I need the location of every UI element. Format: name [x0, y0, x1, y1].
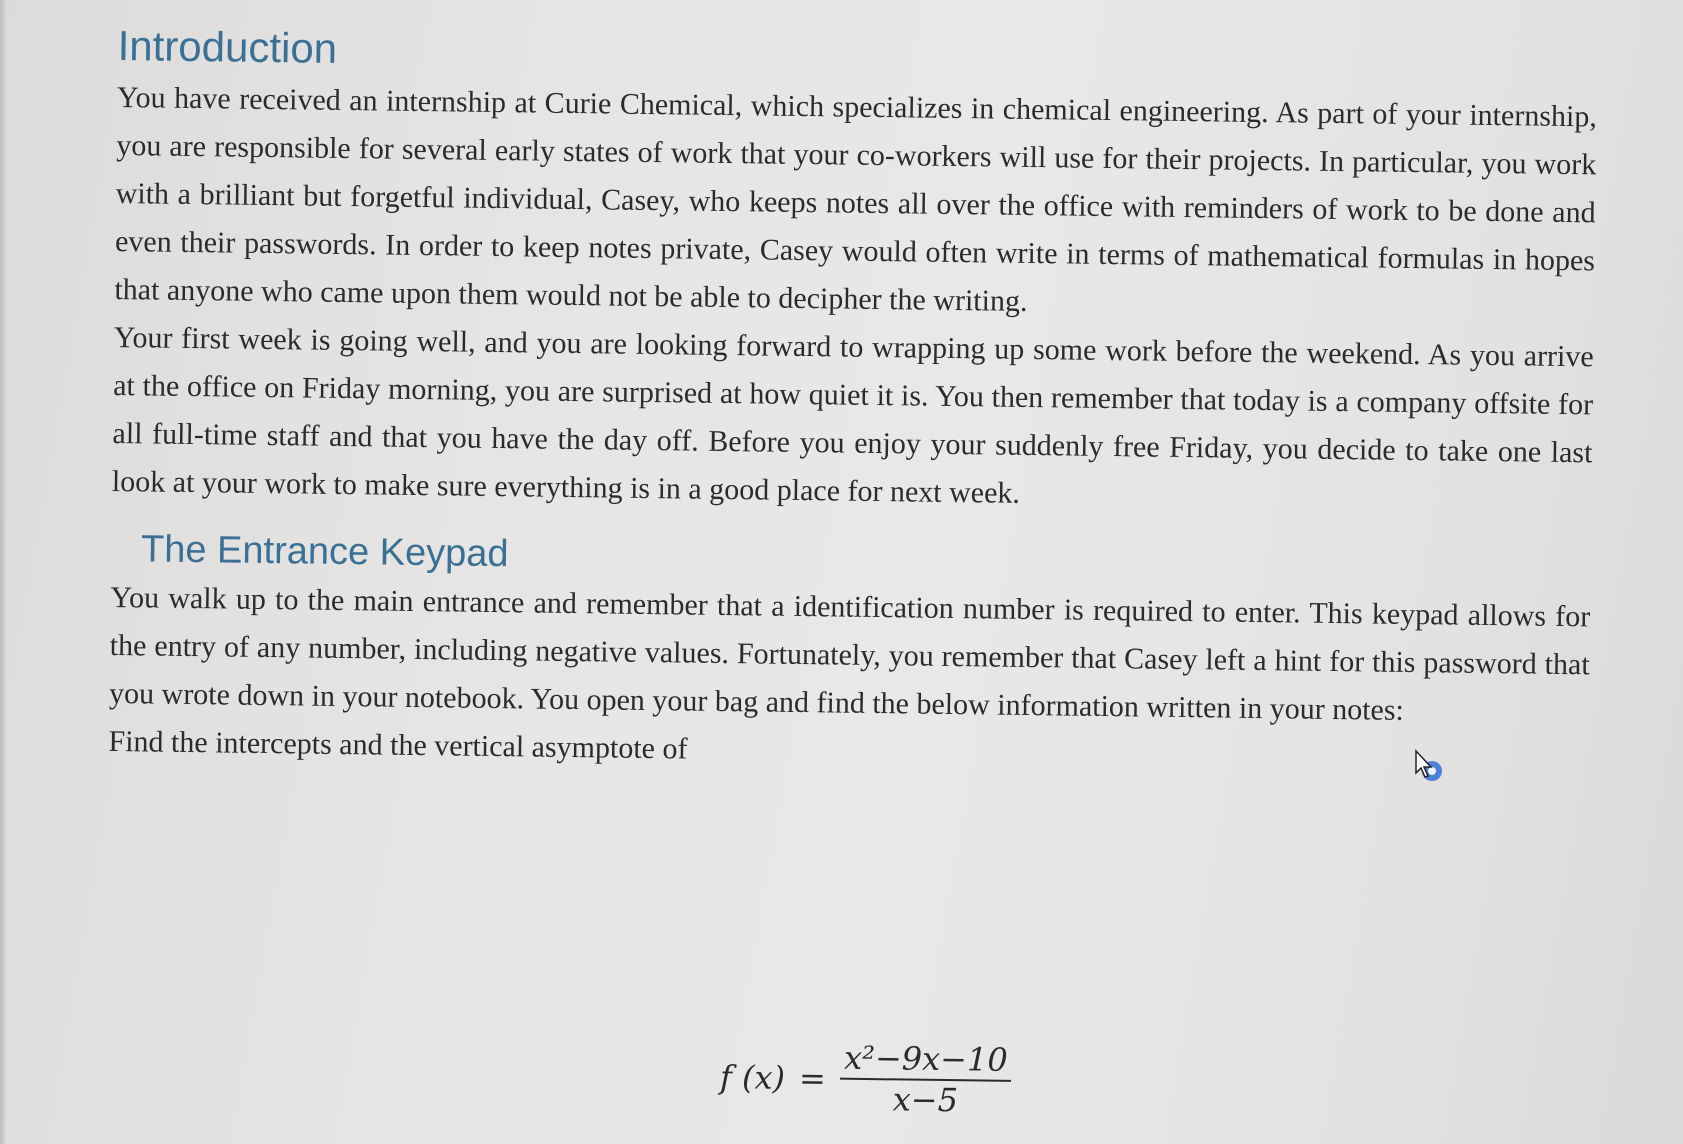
intro-paragraph-1: You have received an internship at Curie Chemical, which specializes in chemical engineering. As part of your internship, you are responsible for several early states of work that your co-workers will use for their projects. In particular, you work with a brilliant but forgetful individual, Casey, who keeps notes all over the office with reminders of work to be done and even their passwords. In order to keep notes private, Casey would often write in terms of mathematical formulas in hopes that anyone who came upon them would not be able to decipher the writing. [114, 80, 1598, 318]
section-paragraph: You walk up to the main entrance and remember that a identification number is required to enter. This keypad allows for the entry of any number, including negative values. Fortunately, you remember that Casey left a hint for this password that you wrote down in your notebook. You open your bag and find the below information written in your notes: [108, 580, 1591, 727]
page-title: Introduction [117, 21, 338, 72]
formula-equals: = [798, 1059, 827, 1098]
task-text: Find the intercepts and the vertical asymptote of [108, 724, 688, 766]
function-formula [720, 1038, 1012, 1120]
mouse-pointer-icon [1412, 749, 1448, 785]
formula-denominator: x−5 [892, 1080, 959, 1120]
formula-lhs: f (x) [719, 1058, 786, 1097]
formula-numerator: x²−9x−10 [840, 1040, 1012, 1082]
formula-fraction [839, 1040, 1012, 1120]
document-body [108, 18, 1618, 786]
intro-paragraph-2: Your first week is going well, and you are looking forward to wrapping up some work before the weekend. As you arrive at the office on Friday morning, you are surprised at how quiet it is. You then remember that today is a company offsite for all full-time staff and that you have the day off. Before you enjoy your suddenly free Friday, you decide to take one last look at your work to make sure everything is in a good place for next week. [111, 320, 1594, 510]
section-title: The Entrance Keypad [140, 528, 509, 576]
page-edge [0, 0, 6, 1144]
